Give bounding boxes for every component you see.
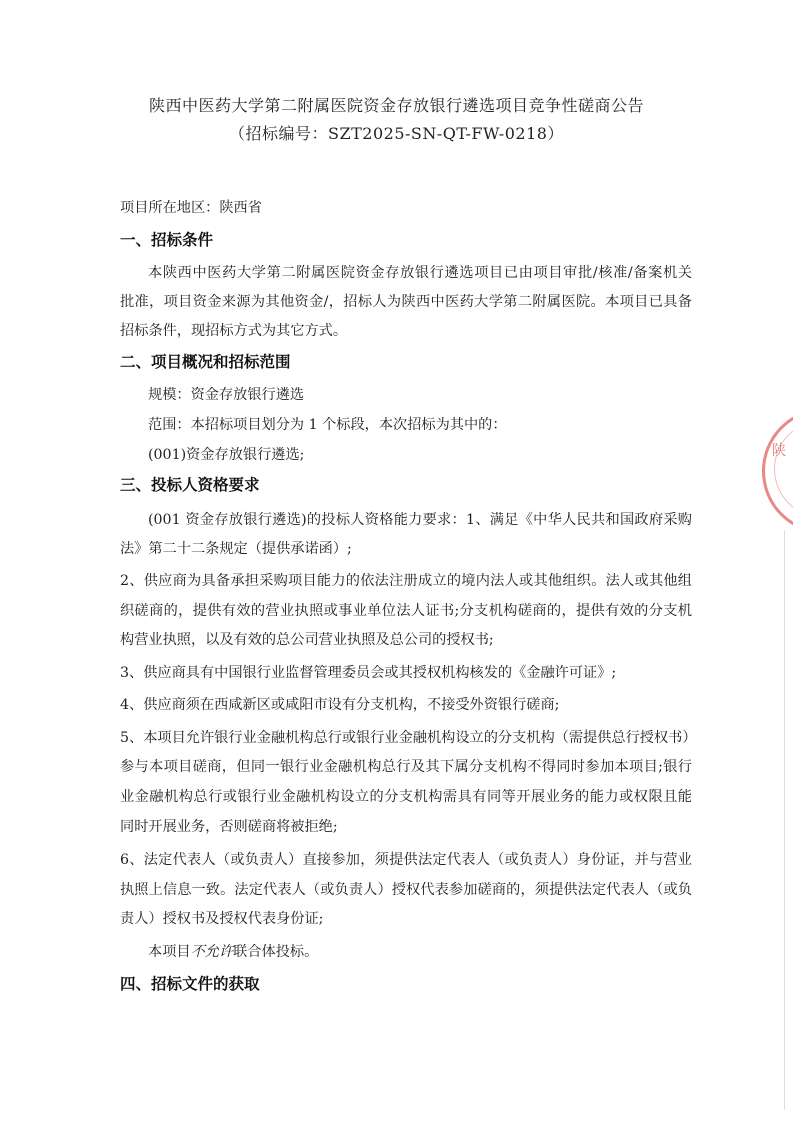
section-heading-conditions: 一、招标条件 [120, 230, 214, 249]
paragraph-line: 本陕西中医药大学第二附属医院资金存放银行遴选项目已由项目审批/核准/备案机关 [148, 265, 692, 281]
paragraph-line: 业金融机构总行或银行业金融机构设立的分支机构需具有同等开展业务的能力或权限且能 [120, 789, 692, 805]
joint-bid-italic: 不允许 [190, 944, 234, 960]
joint-bid-prefix: 本项目 [148, 944, 191, 960]
paragraph-line: 2、供应商为具备承担采购项目能力的依法注册成立的境内法人或其他组织。法人或其他组 [120, 573, 692, 589]
paragraph-line: 法》第二十二条规定（提供承诺函）; [120, 541, 352, 557]
paragraph-line: 责人）授权书及授权代表身份证; [120, 911, 324, 927]
paragraph-line: 构营业执照，以及有效的总公司营业执照及总公司的授权书; [120, 632, 494, 648]
section-heading-qualification: 三、投标人资格要求 [120, 475, 260, 494]
lot-item: (001)资金存放银行遴选; [148, 447, 305, 463]
paragraph-line: 4、供应商须在西咸新区或咸阳市设有分支机构，不接受外资银行磋商; [120, 697, 560, 713]
paragraph-line: 招标条件，现招标方式为其它方式。 [120, 323, 348, 339]
project-scope: 范围：本招标项目划分为 1 个标段，本次招标为其中的： [148, 417, 507, 433]
paragraph-line: 批准，项目资金来源为其他资金/，招标人为陕西中医药大学第二附属医院。本项目已具备 [120, 294, 692, 310]
paragraph-line: 织磋商的，提供有效的营业执照或事业单位法人证书;分支机构磋商的，提供有效的分支机 [120, 603, 692, 619]
project-scale: 规模：资金存放银行遴选 [148, 387, 305, 403]
paragraph-line: 执照上信息一致。法定代表人（或负责人）授权代表参加磋商的，须提供法定代表人（或负 [120, 882, 692, 898]
paragraph-line: 6、法定代表人（或负责人）直接参加，须提供法定代表人（或负责人）身份证，并与营业 [120, 852, 692, 868]
paragraph-line: 5、本项目允许银行业金融机构总行或银行业金融机构设立的分支机构（需提供总行授权书） [120, 730, 697, 746]
document-title: 陕西中医药大学第二附属医院资金存放银行遴选项目竞争性磋商公告 [148, 96, 644, 115]
project-region: 项目所在地区：陕西省 [120, 200, 262, 216]
paragraph-line: 3、供应商具有中国银行业监督管理委员会或其授权机构核发的《金融许可证》; [120, 665, 617, 681]
page-edge-line [784, 530, 785, 1110]
seal-stamp-text: 陕 [772, 443, 786, 459]
paragraph-line: 参与本项目磋商，但同一银行业金融机构总行及其下属分支机构不得同时参加本项目;银行 [120, 759, 692, 775]
joint-bid-note [148, 941, 692, 961]
joint-bid-suffix: 联合体投标。 [233, 944, 319, 960]
paragraph-line: 同时开展业务，否则磋商将被拒绝; [120, 819, 338, 835]
section-heading-documents: 四、招标文件的获取 [120, 974, 260, 993]
paragraph-line: (001 资金存放银行遴选)的投标人资格能力要求：1、满足《中华人民共和国政府采购 [148, 512, 692, 528]
section-heading-overview: 二、项目概况和招标范围 [120, 352, 291, 371]
tender-number: （招标编号：SZT2025-SN-QT-FW-0218） [229, 124, 564, 143]
